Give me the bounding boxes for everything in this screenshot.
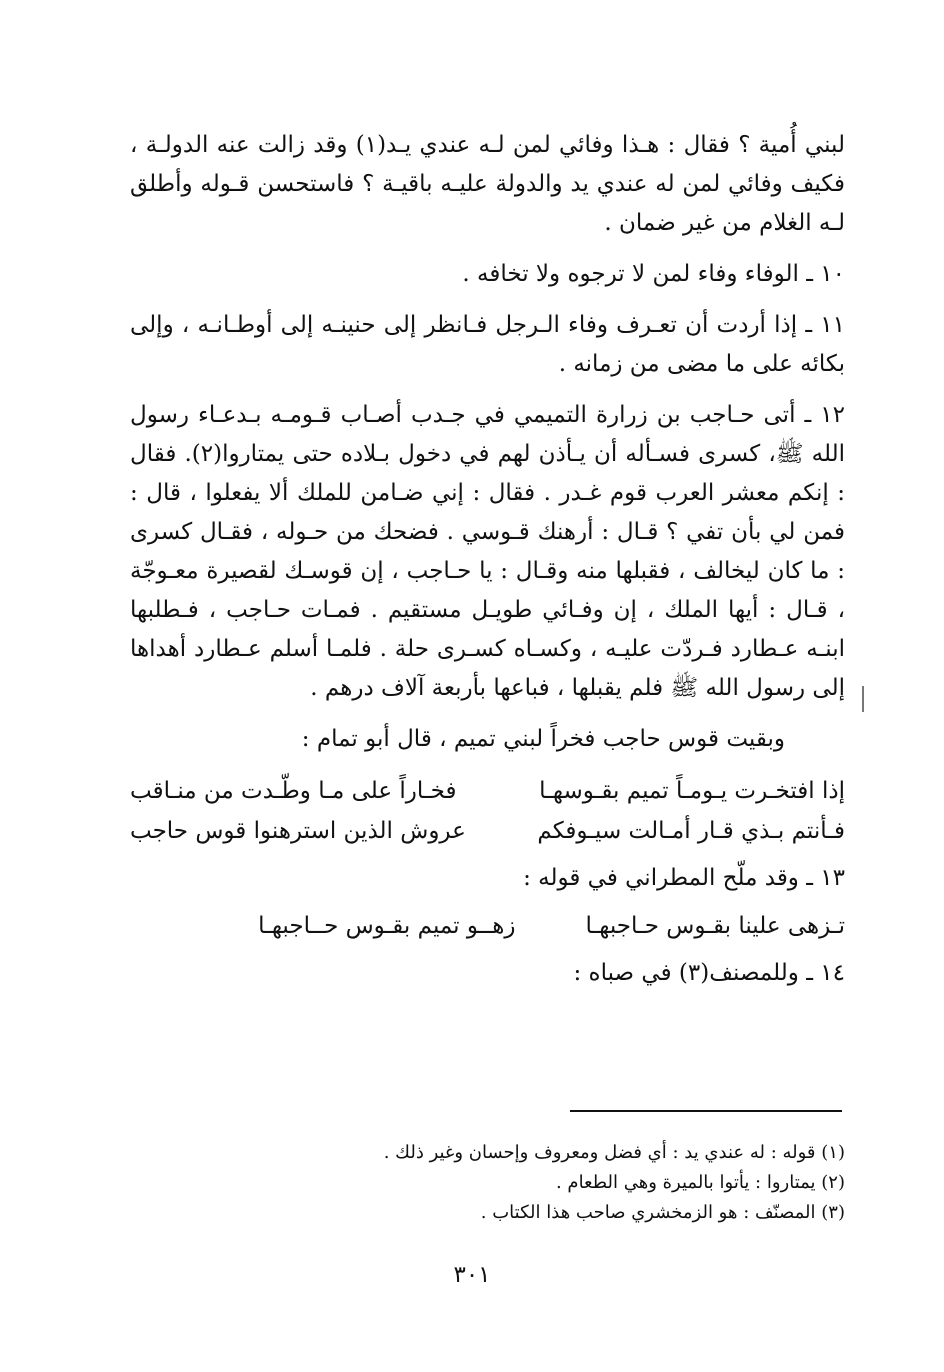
page-number: ٣٠١ [453, 1262, 491, 1288]
footnote-separator [570, 1110, 842, 1112]
main-text [130, 126, 845, 993]
paragraph-12: ١٢ ـ أتى حـاجب بن زرارة التميمي في جـدب أصـاب قـومـه بـدعـاء رسول الله ﷺ، كسرى فسـأله أن يـأذن لهم في دخول بـلاده حتى يمتاروا(٢). فقال : إنكم معشر العرب قوم غـدر . فقال : إني ضـامن للملك ألا يفعلوا ، قال : فمن لي بأن تفي ؟ قـال : أرهنك قـوسي . فضحك من حـوله ، فقـال كسرى : ما كان ليخالف ، فقبلها منه وقـال : يا حـاجب ، إن قوسـك لقصيرة معـوجّة ، قـال : أيها الملك ، إن وفـائي طويـل مستقيم . فمـات حـاجب ، فـطلبها ابنـه عـطارد فـردّت عليـه ، وكسـاه كسـرى حلة . فلمـا أسلم عـطارد أهداها إلى رسول الله ﷺ فلم يقبلها ، فباعها بأربعة آلاف درهم . [130, 402, 845, 701]
paragraph-10: ١٠ ـ الوفاء وفاء لمن لا ترجوه ولا تخافه . [462, 261, 845, 287]
verse-first-hemistich: فـأنتم بـذي قـار أمـالت سيـوفكم [537, 818, 845, 844]
paragraph-14: ١٤ ـ وللمصنف(٣) في صباه : [573, 960, 845, 986]
footnotes [300, 1138, 845, 1228]
paragraph-11: ١١ ـ إذا أردت أن تعـرف وفاء الـرجل فـانظر إلى حنينـه إلى أوطـانـه ، وإلى بكائه على ما مضى من زمانه . [130, 312, 845, 377]
verse-second-hemistich: فخـاراً على مـا وطّـدت من منـاقب [130, 778, 457, 804]
verse-first-hemistich: تـزهى علينا بقـوس حـاجبهـا [585, 913, 845, 939]
verse-line [130, 906, 845, 946]
verse-second-hemistich: زهــو تميم بقـوس حــاجبهـا [258, 913, 516, 939]
verse-second-hemistich: عروش الذين استرهنوا قوس حاجب [130, 818, 466, 844]
paragraph-verse-intro: وبقيت قوس حاجب فخراً لبني تميم ، قال أبو تمام : [301, 726, 785, 752]
footnote-2: (٢) يمتاروا : يأتوا بالميرة وهي الطعام . [555, 1172, 845, 1193]
verse-line [130, 771, 845, 811]
footnote-1: (١) قوله : له عندي يد : أي فضل ومعروف وإحسان وغير ذلك . [383, 1142, 845, 1163]
verse-line [130, 811, 845, 851]
verse-first-hemistich: إذا افتخـرت يـومـاً تميم بقـوسهـا [539, 778, 845, 804]
paragraph-13: ١٣ ـ وقد ملّح المطراني في قوله : [523, 865, 845, 891]
margin-mark [862, 686, 864, 712]
footnote-3: (٣) المصنّف : هو الزمخشري صاحب هذا الكتاب . [480, 1202, 845, 1223]
paragraph-continuation: لبني أُمية ؟ فقال : هـذا وفائي لمن لـه عندي يـد(١) وقد زالت عنه الدولـة ، فكيف وفائي لمن له عندي يد والدولة عليـه باقيـة ؟ فاستحسن قـوله وأطلق لـه الغلام من غير ضمان . [130, 132, 845, 236]
